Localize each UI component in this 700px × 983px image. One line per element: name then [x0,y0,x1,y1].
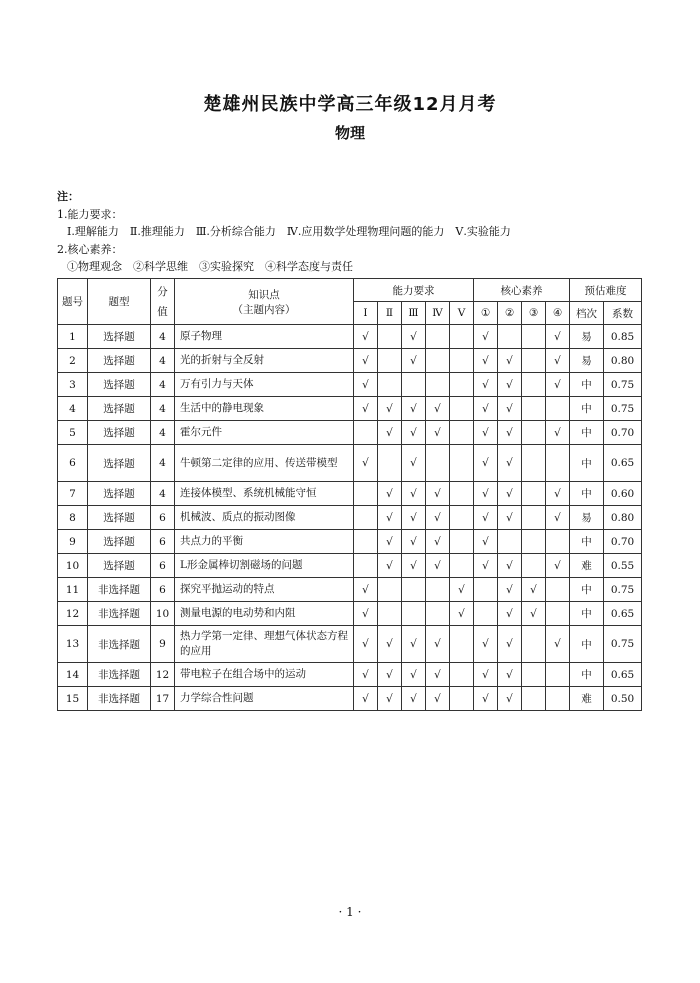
analysis-table [57,278,642,711]
cell-grade: 中 [570,421,604,445]
ability-legend: Ⅰ.理解能力 Ⅱ.推理能力 Ⅲ.分析综合能力 Ⅳ.应用数学处理物理问题的能力 Ⅴ.实验能力 [67,225,511,238]
page-number: · 1 · [338,905,362,919]
cell-grade: 中 [570,626,604,663]
cell-literacy-3-check: √ [522,602,546,626]
table-row [58,602,642,626]
cell-literacy-4 [546,687,570,711]
cell-ability-4 [426,349,450,373]
cell-coef: 0.70 [604,421,642,445]
cell-ability-1-check: √ [354,445,378,482]
cell-literacy-1-check: √ [474,663,498,687]
cell-literacy-1-check: √ [474,325,498,349]
cell-grade: 难 [570,687,604,711]
cell-ability-5 [450,482,474,506]
cell-coef: 0.75 [604,626,642,663]
cell-ability-5 [450,687,474,711]
cell-score: 4 [151,421,175,445]
cell-literacy-1-check: √ [474,506,498,530]
cell-num: 14 [58,663,88,687]
cell-ability-2-check: √ [378,554,402,578]
cell-ability-1-check: √ [354,397,378,421]
cell-ability-5 [450,663,474,687]
cell-literacy-4-check: √ [546,373,570,397]
cell-ability-3-check: √ [402,421,426,445]
header-grade: 档次 [570,302,604,325]
header-coef: 系数 [604,302,642,325]
cell-num: 12 [58,602,88,626]
cell-ability-1-check: √ [354,602,378,626]
cell-score: 4 [151,349,175,373]
cell-literacy-2-check: √ [498,663,522,687]
cell-literacy-4-check: √ [546,421,570,445]
cell-knowledge: 原子物理 [175,325,354,349]
cell-score: 17 [151,687,175,711]
cell-ability-1-check: √ [354,626,378,663]
cell-knowledge: 测量电源的电动势和内阻 [175,602,354,626]
cell-ability-2-check: √ [378,626,402,663]
cell-ability-5 [450,325,474,349]
cell-ability-4-check: √ [426,506,450,530]
cell-ability-2-check: √ [378,482,402,506]
cell-ability-4-check: √ [426,421,450,445]
cell-ability-5 [450,530,474,554]
header-difficulty: 预估难度 [570,279,642,302]
table-row [58,687,642,711]
cell-ability-4 [426,445,450,482]
cell-literacy-4-check: √ [546,506,570,530]
cell-ability-3-check: √ [402,687,426,711]
table-row [58,530,642,554]
cell-knowledge: 力学综合性问题 [175,687,354,711]
cell-knowledge: L形金属棒切割磁场的问题 [175,554,354,578]
cell-ability-4-check: √ [426,397,450,421]
cell-ability-4 [426,578,450,602]
cell-literacy-1-check: √ [474,482,498,506]
cell-ability-1-check: √ [354,578,378,602]
cell-grade: 易 [570,349,604,373]
cell-ability-1-check: √ [354,349,378,373]
cell-literacy-3 [522,687,546,711]
cell-literacy-4 [546,530,570,554]
cell-type: 选择题 [88,349,151,373]
cell-ability-1-check: √ [354,373,378,397]
cell-ability-3-check: √ [402,506,426,530]
cell-grade: 中 [570,578,604,602]
cell-coef: 0.65 [604,663,642,687]
cell-ability-1 [354,554,378,578]
cell-ability-1-check: √ [354,325,378,349]
cell-literacy-2 [498,325,522,349]
cell-literacy-3 [522,626,546,663]
cell-num: 5 [58,421,88,445]
cell-ability-5 [450,349,474,373]
cell-type: 选择题 [88,373,151,397]
cell-knowledge: 牛顿第二定律的应用、传送带模型 [175,445,354,482]
cell-grade: 易 [570,506,604,530]
cell-ability-5-check: √ [450,578,474,602]
table-row [58,626,642,663]
header-literacy-2: ② [498,302,522,325]
cell-coef: 0.50 [604,687,642,711]
cell-knowledge: 热力学第一定律、理想气体状态方程的应用 [175,626,354,663]
cell-num: 8 [58,506,88,530]
cell-ability-2 [378,349,402,373]
cell-score: 9 [151,626,175,663]
cell-literacy-2-check: √ [498,626,522,663]
cell-literacy-3 [522,397,546,421]
cell-score: 4 [151,373,175,397]
cell-ability-5 [450,554,474,578]
cell-literacy-3-check: √ [522,578,546,602]
cell-literacy-2-check: √ [498,397,522,421]
cell-num: 7 [58,482,88,506]
header-literacy-1: ① [474,302,498,325]
cell-type: 非选择题 [88,602,151,626]
cell-ability-2-check: √ [378,397,402,421]
cell-type: 选择题 [88,530,151,554]
cell-num: 1 [58,325,88,349]
cell-coef: 0.75 [604,397,642,421]
table-row [58,554,642,578]
cell-type: 非选择题 [88,663,151,687]
cell-num: 2 [58,349,88,373]
cell-ability-5 [450,626,474,663]
cell-ability-2-check: √ [378,687,402,711]
header-type: 题型 [88,279,151,325]
cell-score: 4 [151,482,175,506]
header-literacy-3: ③ [522,302,546,325]
cell-num: 6 [58,445,88,482]
cell-literacy-3 [522,663,546,687]
cell-score: 6 [151,506,175,530]
cell-ability-2-check: √ [378,506,402,530]
cell-type: 选择题 [88,506,151,530]
cell-ability-5 [450,373,474,397]
cell-ability-1 [354,506,378,530]
cell-ability-4-check: √ [426,626,450,663]
cell-grade: 中 [570,530,604,554]
cell-ability-5 [450,506,474,530]
header-num: 题号 [58,279,88,325]
cell-literacy-4 [546,578,570,602]
cell-literacy-1-check: √ [474,445,498,482]
header-knowledge [175,279,354,325]
cell-type: 非选择题 [88,578,151,602]
cell-ability-4 [426,325,450,349]
table-row [58,421,642,445]
cell-type: 选择题 [88,482,151,506]
cell-ability-5 [450,421,474,445]
cell-ability-2-check: √ [378,663,402,687]
cell-ability-4-check: √ [426,530,450,554]
cell-literacy-2-check: √ [498,349,522,373]
cell-literacy-2-check: √ [498,578,522,602]
header-literacy: 核心素养 [474,279,570,302]
cell-literacy-1-check: √ [474,397,498,421]
cell-ability-4-check: √ [426,687,450,711]
cell-ability-1 [354,421,378,445]
cell-knowledge: 万有引力与天体 [175,373,354,397]
cell-ability-3-check: √ [402,530,426,554]
cell-literacy-1-check: √ [474,530,498,554]
cell-literacy-2-check: √ [498,602,522,626]
cell-literacy-3 [522,482,546,506]
cell-ability-3 [402,602,426,626]
cell-score: 6 [151,554,175,578]
cell-ability-2-check: √ [378,530,402,554]
cell-literacy-3 [522,506,546,530]
cell-ability-2 [378,325,402,349]
cell-knowledge: 机械波、质点的振动图像 [175,506,354,530]
cell-ability-4 [426,602,450,626]
cell-literacy-2-check: √ [498,421,522,445]
cell-num: 13 [58,626,88,663]
table-row [58,663,642,687]
cell-ability-3-check: √ [402,349,426,373]
cell-grade: 中 [570,482,604,506]
cell-coef: 0.75 [604,578,642,602]
cell-grade: 中 [570,663,604,687]
cell-type: 选择题 [88,397,151,421]
cell-score: 4 [151,445,175,482]
table-row [58,578,642,602]
cell-ability-2 [378,578,402,602]
cell-literacy-1-check: √ [474,373,498,397]
cell-score: 6 [151,530,175,554]
cell-literacy-4 [546,663,570,687]
cell-literacy-3 [522,554,546,578]
table-row [58,397,642,421]
cell-ability-2 [378,445,402,482]
cell-ability-3-check: √ [402,482,426,506]
cell-knowledge: 霍尔元件 [175,421,354,445]
cell-literacy-2-check: √ [498,506,522,530]
cell-num: 10 [58,554,88,578]
cell-ability-3-check: √ [402,445,426,482]
cell-knowledge: 生活中的静电现象 [175,397,354,421]
cell-ability-3-check: √ [402,626,426,663]
cell-coef: 0.60 [604,482,642,506]
header-knowledge-title: 知识点 [248,288,280,301]
header-knowledge-sub: （主题内容） [232,303,296,316]
cell-grade: 中 [570,373,604,397]
cell-knowledge: 连接体模型、系统机械能守恒 [175,482,354,506]
cell-ability-2 [378,373,402,397]
cell-type: 非选择题 [88,687,151,711]
cell-coef: 0.75 [604,373,642,397]
cell-literacy-2-check: √ [498,687,522,711]
cell-literacy-3 [522,325,546,349]
cell-ability-5-check: √ [450,602,474,626]
cell-coef: 0.85 [604,325,642,349]
cell-grade: 中 [570,445,604,482]
cell-knowledge: 带电粒子在组合场中的运动 [175,663,354,687]
cell-coef: 0.55 [604,554,642,578]
cell-ability-3-check: √ [402,397,426,421]
cell-num: 9 [58,530,88,554]
cell-ability-3 [402,578,426,602]
header-ability-1: Ⅰ [354,302,378,325]
table-row [58,506,642,530]
cell-literacy-1-check: √ [474,626,498,663]
cell-ability-3-check: √ [402,554,426,578]
cell-literacy-4-check: √ [546,325,570,349]
cell-grade: 中 [570,602,604,626]
cell-literacy-4 [546,602,570,626]
cell-literacy-4-check: √ [546,626,570,663]
cell-score: 12 [151,663,175,687]
table-row [58,325,642,349]
cell-ability-3-check: √ [402,663,426,687]
cell-knowledge: 共点力的平衡 [175,530,354,554]
cell-type: 非选择题 [88,626,151,663]
cell-literacy-4-check: √ [546,349,570,373]
cell-knowledge: 探究平抛运动的特点 [175,578,354,602]
header-ability-2: Ⅱ [378,302,402,325]
header-literacy-4: ④ [546,302,570,325]
cell-coef: 0.80 [604,349,642,373]
cell-score: 4 [151,325,175,349]
cell-ability-2 [378,602,402,626]
cell-ability-1-check: √ [354,663,378,687]
subject-subtitle: 物理 [334,124,365,142]
cell-ability-1-check: √ [354,687,378,711]
cell-score: 6 [151,578,175,602]
table-row [58,349,642,373]
table-body [58,325,642,711]
cell-literacy-1-check: √ [474,349,498,373]
cell-ability-5 [450,397,474,421]
cell-ability-1 [354,482,378,506]
cell-type: 选择题 [88,554,151,578]
cell-literacy-1 [474,578,498,602]
cell-literacy-2-check: √ [498,373,522,397]
cell-literacy-4 [546,397,570,421]
cell-literacy-3 [522,373,546,397]
cell-type: 选择题 [88,445,151,482]
notes-item-ability: 1.能力要求： [57,207,123,221]
cell-ability-4-check: √ [426,482,450,506]
cell-literacy-2-check: √ [498,445,522,482]
cell-ability-5 [450,445,474,482]
cell-num: 11 [58,578,88,602]
cell-literacy-1-check: √ [474,687,498,711]
cell-literacy-3 [522,530,546,554]
cell-knowledge: 光的折射与全反射 [175,349,354,373]
cell-ability-1 [354,530,378,554]
cell-num: 3 [58,373,88,397]
cell-ability-4-check: √ [426,554,450,578]
cell-coef: 0.70 [604,530,642,554]
header-ability-3: Ⅲ [402,302,426,325]
cell-grade: 难 [570,554,604,578]
table-row [58,482,642,506]
cell-coef: 0.80 [604,506,642,530]
cell-ability-2-check: √ [378,421,402,445]
cell-type: 选择题 [88,421,151,445]
page-title: 楚雄州民族中学高三年级12月月考 [203,94,497,115]
cell-literacy-1 [474,602,498,626]
cell-score: 4 [151,397,175,421]
cell-literacy-3 [522,421,546,445]
cell-ability-4 [426,373,450,397]
notes-heading: 注： [57,190,79,203]
cell-ability-3 [402,373,426,397]
notes-item-literacy: 2.核心素养： [57,242,123,256]
cell-literacy-4 [546,445,570,482]
cell-type: 选择题 [88,325,151,349]
cell-literacy-4-check: √ [546,482,570,506]
cell-score: 10 [151,602,175,626]
header-ability-4: Ⅳ [426,302,450,325]
cell-literacy-2 [498,530,522,554]
literacy-legend: ①物理观念 ②科学思维 ③实验探究 ④科学态度与责任 [67,260,353,273]
cell-coef: 0.65 [604,602,642,626]
cell-literacy-1-check: √ [474,554,498,578]
cell-grade: 易 [570,325,604,349]
cell-literacy-3 [522,349,546,373]
cell-literacy-1-check: √ [474,421,498,445]
cell-literacy-3 [522,445,546,482]
cell-num: 4 [58,397,88,421]
notes-section [57,188,511,276]
table-row [58,445,642,482]
header-score: 分值 [151,279,175,325]
cell-literacy-2-check: √ [498,554,522,578]
cell-literacy-4-check: √ [546,554,570,578]
cell-ability-4-check: √ [426,663,450,687]
cell-ability-3-check: √ [402,325,426,349]
table-header [58,279,642,325]
header-ability-5: Ⅴ [450,302,474,325]
cell-coef: 0.65 [604,445,642,482]
cell-num: 15 [58,687,88,711]
cell-literacy-2-check: √ [498,482,522,506]
cell-grade: 中 [570,397,604,421]
header-ability: 能力要求 [354,279,474,302]
table-row [58,373,642,397]
